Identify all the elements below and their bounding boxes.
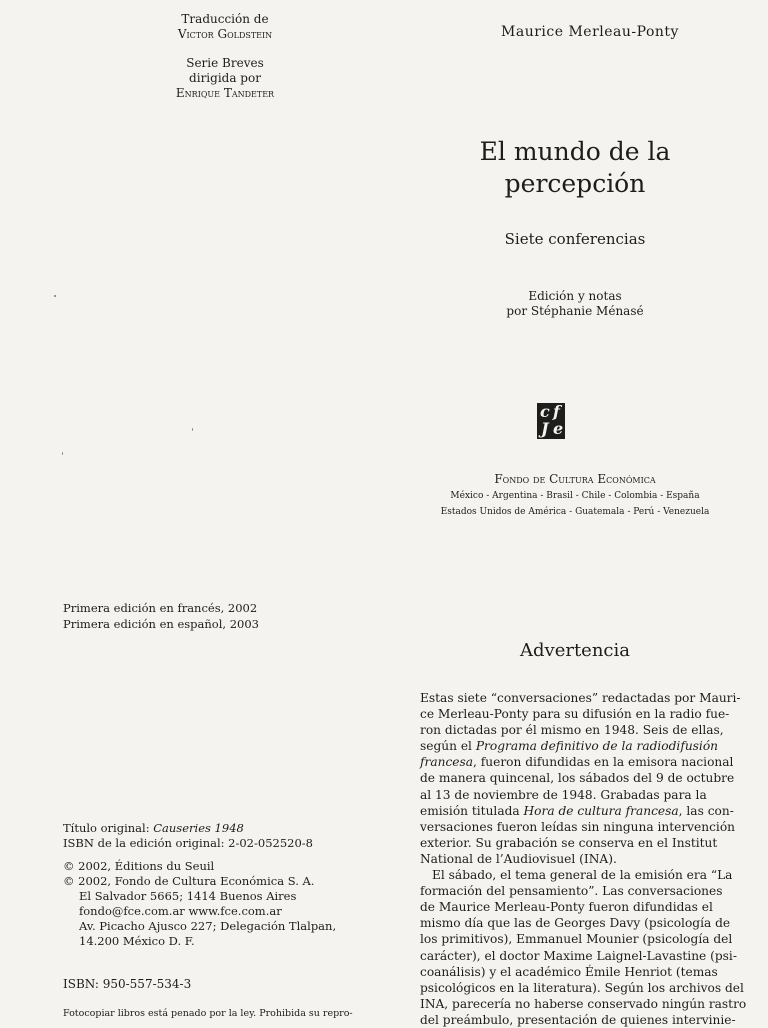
translation-label: Traducción de — [181, 12, 269, 26]
isbn-number: ISBN: 950-557-534-3 — [63, 977, 192, 991]
author-name: Maurice Merleau-Ponty — [501, 24, 679, 40]
address-line-3: Av. Picacho Ajusco 227; Delegación Tlalpan, — [79, 919, 337, 933]
notice-text: National de l’Audiovisuel (INA). — [420, 851, 617, 866]
credits-block — [130, 12, 320, 101]
notice-line — [420, 738, 719, 754]
notice-text: los primitivos), Emmanuel Mounier (psicología del — [420, 932, 733, 947]
series-director: Enrique Tandeter — [175, 86, 275, 100]
notice-text: psicológicos en la literatura). Según los archivos del — [420, 980, 744, 995]
notice-line — [420, 915, 731, 931]
notice-text: exterior. Su grabación se conserva en el Institut — [420, 835, 718, 850]
notice-line — [420, 819, 736, 835]
italic-title: francesa — [420, 755, 474, 770]
notice-line — [420, 770, 735, 786]
book-subtitle: Siete conferencias — [504, 230, 646, 248]
notice-line — [420, 690, 741, 706]
notice-text: INA, parecería no haberse conservado ningún rastro — [420, 996, 747, 1011]
notice-text: de manera quincenal, los sábados del 9 de octubre — [420, 771, 735, 786]
editor-name: por Stéphanie Ménasé — [506, 304, 644, 318]
copyright-seuil: © 2002, Éditions du Seuil — [63, 859, 215, 873]
publisher-logo-icon — [537, 403, 565, 439]
edition-label: Edición y notas — [528, 289, 622, 303]
italic-title: Hora de cultura francesa — [523, 803, 679, 818]
notice-line — [420, 964, 718, 980]
book-title-line-1: El mundo de la — [479, 137, 671, 166]
copyright-block — [63, 821, 363, 949]
directed-by-label: dirigida por — [189, 71, 261, 85]
notice-text: emisión titulada — [420, 803, 524, 818]
notice-text: , fueron difundidas en la emisora nacional — [473, 755, 734, 770]
logo-letter-c: c — [540, 402, 550, 421]
notice-line — [420, 787, 707, 803]
publisher-countries-line-2: Estados Unidos de América - Guatemala - Perú - Venezuela — [440, 507, 710, 517]
original-isbn: ISBN de la edición original: 2-02-052520-8 — [63, 836, 313, 850]
original-title-line — [63, 821, 363, 836]
notice-text: según el — [420, 739, 476, 754]
notice-line — [420, 867, 733, 883]
notice-line — [420, 883, 723, 899]
address-line-4: 14.200 México D. F. — [79, 934, 195, 948]
notice-text: coanálisis) y el académico Émile Henriot (temas — [420, 964, 718, 979]
logo-letter-e: e — [553, 419, 564, 438]
original-title-label: Título original: — [63, 821, 154, 835]
first-edition-french: Primera edición en francés, 2002 — [63, 601, 258, 615]
book-title-line-2: percepción — [504, 169, 646, 198]
notice-line — [420, 1012, 736, 1028]
notice-line — [420, 754, 734, 770]
publisher-countries-line-1: México - Argentina - Brasil - Chile - Colombia - España — [450, 491, 700, 501]
photocopy-warning: Fotocopiar libros está penado por la ley. Prohibida su repro- — [63, 1008, 353, 1019]
notice-text: versaciones fueron leídas sin ninguna intervención — [420, 819, 736, 834]
notice-heading: Advertencia — [520, 640, 630, 661]
scan-speck — [54, 295, 56, 297]
notice-line — [420, 706, 730, 722]
original-title: Causeries 1948 — [153, 821, 244, 835]
notice-text: ce Merleau-Ponty para su difusión en la radio fue- — [420, 707, 730, 722]
edition-history — [63, 600, 323, 632]
edition-credit — [470, 289, 680, 319]
notice-line — [420, 722, 724, 738]
address-line-2: fondo@fce.com.ar www.fce.com.ar — [79, 904, 282, 918]
notice-text: , las con- — [678, 803, 734, 818]
notice-line — [420, 948, 737, 964]
notice-line — [420, 899, 713, 915]
notice-text: Estas siete “conversaciones” redactadas por Mauri- — [420, 691, 741, 705]
notice-text: ron dictadas por él mismo en 1948. Seis de ellas, — [420, 723, 724, 738]
notice-line — [420, 996, 747, 1012]
notice-text: mismo día que las de Georges Davy (psicología de — [420, 916, 731, 931]
notice-text: al 13 de noviembre de 1948. Grabadas para la — [420, 787, 707, 802]
scan-speck — [192, 428, 193, 431]
address-line-1: El Salvador 5665; 1414 Buenos Aires — [79, 889, 297, 903]
series-name: Serie Breves — [186, 56, 264, 70]
notice-line — [420, 851, 700, 867]
notice-line — [420, 803, 734, 819]
notice-line — [420, 931, 733, 947]
translator-name: Victor Goldstein — [177, 27, 273, 41]
scan-speck — [62, 452, 63, 455]
logo-letter-j: J — [541, 419, 549, 438]
logo-letter-f: f — [553, 402, 560, 421]
italic-title: Programa definitivo de la radiodifusión — [475, 739, 719, 754]
notice-text: del preámbulo, presentación de quienes intervinie- — [420, 1012, 736, 1027]
notice-text: carácter), el doctor Maxime Laignel-Lavastine (psi- — [420, 948, 737, 963]
notice-text: formación del pensamiento”. Las conversaciones — [420, 884, 723, 899]
first-edition-spanish: Primera edición en español, 2003 — [63, 617, 259, 631]
copyright-fce: © 2002, Fondo de Cultura Económica S. A. — [63, 874, 315, 888]
notice-text: de Maurice Merleau-Ponty fueron difundidas el — [420, 900, 713, 915]
publisher-name: Fondo de Cultura Económica — [494, 472, 656, 486]
notice-line — [420, 980, 744, 996]
notice-body — [420, 690, 747, 1028]
notice-line — [420, 835, 718, 851]
notice-text: El sábado, el tema general de la emisión era “La — [432, 868, 733, 883]
book-title — [440, 136, 710, 200]
